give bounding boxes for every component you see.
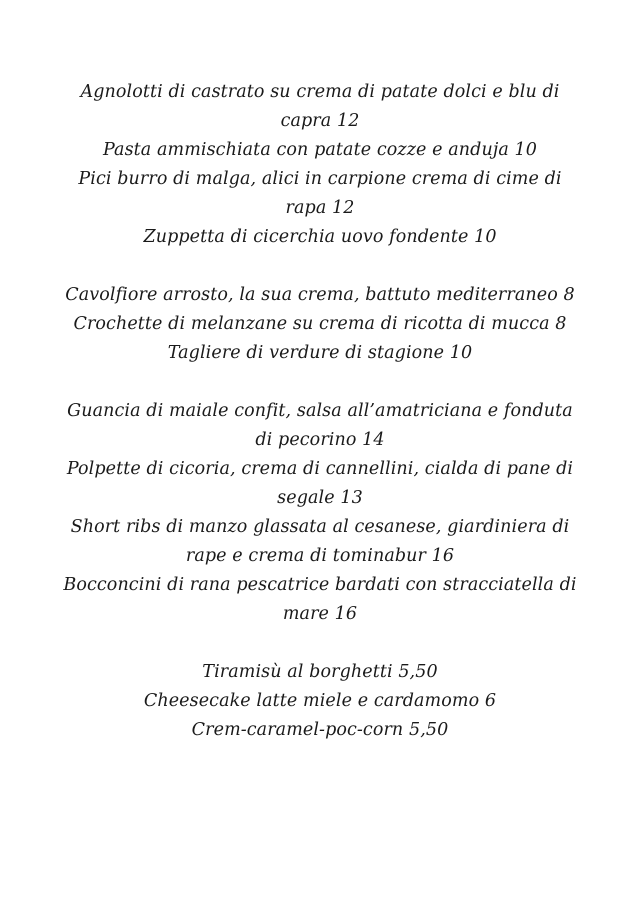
menu-item: Agnolotti di castrato su crema di patate dolci e blu di capra 12 [80,82,560,131]
menu-section-secondi [60,397,580,629]
menu-item: Pici burro di malga, alici in carpione crema di cime di rapa 12 [78,169,562,218]
menu-section-vegetables [60,281,580,368]
menu-item: Tagliere di verdure di stagione 10 [167,343,473,363]
menu-item: Polpette di cicoria, crema di cannellini, cialda di pane di segale 13 [66,459,574,508]
menu-item: Zuppetta di cicerchia uovo fondente 10 [143,227,497,247]
menu-section-primi [60,78,580,252]
menu-section-dolci [60,658,580,745]
menu-item: Short ribs di manzo glassata al cesanese, giardiniera di rape e crema di tominabur 16 [70,517,570,566]
menu-item: Cheesecake latte miele e cardamomo 6 [143,691,497,711]
menu-item: Cavolfiore arrosto, la sua crema, battuto mediterraneo 8 [65,285,575,305]
menu-item: Guancia di maiale confit, salsa all’amatriciana e fonduta di pecorino 14 [67,401,573,450]
menu-item: Tiramisù al borghetti 5,50 [202,662,438,682]
menu-item: Crem-caramel-poc-corn 5,50 [191,720,449,740]
menu-item: Pasta ammischiata con patate cozze e anduja 10 [102,140,538,160]
menu-page [60,78,580,774]
menu-item: Bocconcini di rana pescatrice bardati con stracciatella di mare 16 [63,575,577,624]
menu-item: Crochette di melanzane su crema di ricotta di mucca 8 [73,314,567,334]
